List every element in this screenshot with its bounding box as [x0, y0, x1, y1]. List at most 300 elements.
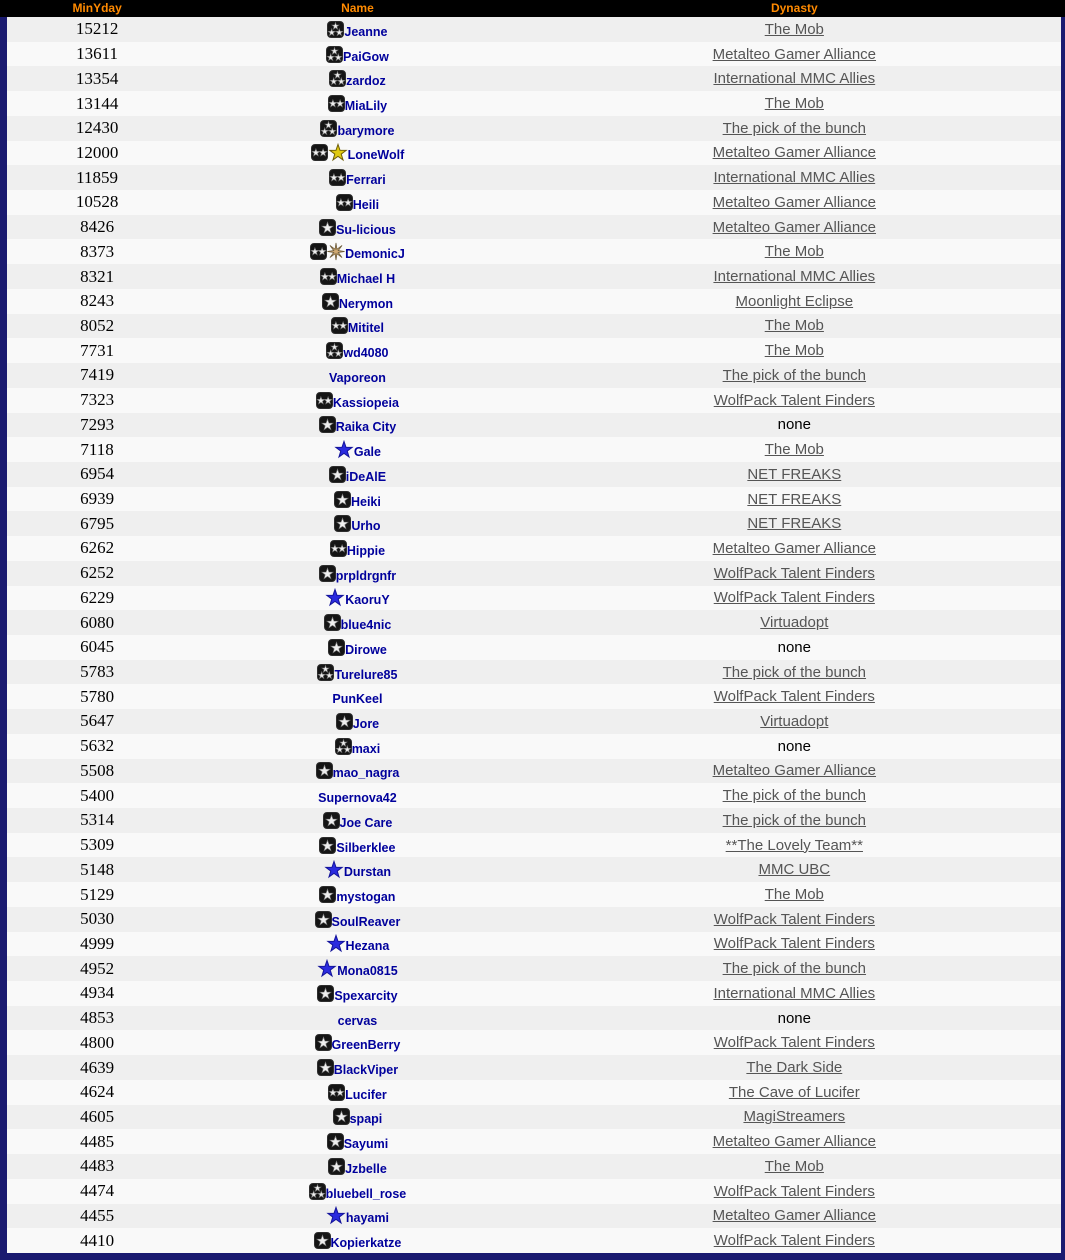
player-icon-slot [316, 762, 333, 779]
name-cell [187, 388, 527, 413]
minyday-cell: 5030 [80, 909, 115, 929]
table-row [7, 363, 1061, 388]
player-name-link[interactable]: Ferrari [346, 173, 386, 188]
name-cell [187, 1006, 527, 1031]
player-icon-slot [327, 1133, 344, 1150]
dynasty-link[interactable]: NET FREAKS [747, 465, 842, 483]
name-cell [187, 684, 527, 709]
player-name-link[interactable]: GreenBerry [331, 1038, 401, 1053]
table-row [7, 239, 1061, 264]
dynasty-link[interactable]: The Mob [764, 886, 824, 904]
player-name-link[interactable]: blue4nic [340, 618, 392, 633]
player-icon-slot [334, 491, 351, 508]
player-name-link[interactable]: PaiGow [343, 49, 389, 64]
dynasty-link[interactable]: International MMC Allies [713, 984, 876, 1002]
badge-1-star-icon [323, 812, 340, 829]
player-icon-slot [317, 959, 337, 978]
dynasty-cell [528, 660, 1061, 685]
badge-1-star-icon [317, 1059, 334, 1076]
column-header-minyday: MinYday [72, 1, 122, 15]
dynasty-none-label: none [777, 1009, 811, 1027]
dynasty-cell [528, 635, 1061, 660]
player-name-link[interactable]: prpldrgnfr [335, 568, 397, 583]
dynasty-link[interactable]: The pick of the bunch [722, 811, 867, 829]
badge-1-star-icon [324, 614, 341, 631]
player-name-link[interactable]: wd4080 [343, 346, 389, 361]
player-name-link[interactable]: Durstan [343, 865, 392, 880]
dynasty-cell [528, 388, 1061, 413]
table-row [7, 1154, 1061, 1179]
minyday-cell: 6954 [80, 464, 115, 484]
table-row [7, 1204, 1061, 1229]
table-row [7, 165, 1061, 190]
minyday-cell: 4474 [80, 1181, 115, 1201]
table-row [7, 857, 1061, 882]
dynasty-link[interactable]: Metalteo Gamer Alliance [712, 45, 877, 63]
minyday-cell: 5309 [80, 835, 115, 855]
player-name-link[interactable]: Nerymon [338, 296, 394, 311]
minyday-cell: 6252 [80, 563, 115, 583]
player-name-link[interactable]: Spexarcity [334, 988, 398, 1003]
table-row [7, 610, 1061, 635]
minyday-cell: 6795 [80, 513, 115, 533]
player-icon-slot [316, 392, 333, 409]
dynasty-cell [528, 882, 1061, 907]
blue-star-icon [317, 959, 337, 978]
table-row [7, 487, 1061, 512]
name-cell [187, 462, 527, 487]
player-name-link[interactable]: Kassiopeia [332, 395, 399, 410]
table-row [7, 981, 1061, 1006]
table-row [7, 66, 1061, 91]
dynasty-cell [528, 264, 1061, 289]
table-row [7, 289, 1061, 314]
name-cell [187, 1030, 527, 1055]
player-name-link[interactable]: Urho [351, 519, 381, 534]
table-row [7, 1080, 1061, 1105]
minyday-cell: 5632 [80, 736, 115, 756]
minyday-cell: 5647 [80, 711, 115, 731]
dynasty-link[interactable]: WolfPack Talent Finders [713, 564, 875, 582]
dynasty-link[interactable]: The pick of the bunch [722, 119, 867, 137]
dynasty-cell [528, 1080, 1061, 1105]
name-cell [187, 808, 527, 833]
name-cell [187, 165, 527, 190]
dynasty-cell [528, 141, 1061, 166]
dynasty-none-label: none [777, 638, 811, 656]
dynasty-cell [528, 1105, 1061, 1130]
dynasty-link[interactable]: The Mob [764, 243, 824, 261]
badge-2-stars-icon [328, 95, 345, 112]
player-name-link[interactable]: spapi [349, 1112, 383, 1127]
dynasty-cell [528, 956, 1061, 981]
dynasty-link[interactable]: NET FREAKS [747, 515, 842, 533]
dynasty-link[interactable]: NET FREAKS [747, 490, 842, 508]
player-name-link[interactable]: LoneWolf [347, 148, 405, 163]
dynasty-cell [528, 215, 1061, 240]
table-row [7, 635, 1061, 660]
minyday-cell: 4624 [80, 1082, 115, 1102]
minyday-cell: 15212 [75, 19, 119, 39]
player-icon-slot [325, 588, 345, 607]
minyday-cell: 4485 [80, 1131, 115, 1151]
name-cell [187, 116, 527, 141]
table-row [7, 907, 1061, 932]
table-row [7, 1055, 1061, 1080]
dynasty-link[interactable]: Metalteo Gamer Alliance [712, 539, 877, 557]
dynasty-link[interactable]: The Mob [764, 20, 824, 38]
dynasty-link[interactable]: The pick of the bunch [722, 366, 867, 384]
minyday-cell: 13354 [75, 68, 119, 88]
player-name-link[interactable]: Gale [353, 445, 381, 460]
dynasty-cell [528, 437, 1061, 462]
badge-1-star-icon [322, 293, 339, 310]
table-row [7, 338, 1061, 363]
minyday-cell: 7323 [80, 390, 115, 410]
dynasty-link[interactable]: Metalteo Gamer Alliance [712, 1207, 877, 1225]
dynasty-cell [528, 981, 1061, 1006]
dynasty-link[interactable]: Metalteo Gamer Alliance [712, 193, 877, 211]
player-name-link[interactable]: iDeAlE [345, 469, 387, 484]
dynasty-link[interactable]: The pick of the bunch [722, 663, 867, 681]
badge-1-star-icon [328, 1158, 345, 1175]
player-name-link[interactable]: Supernova42 [318, 791, 397, 806]
dynasty-link[interactable]: The Mob [764, 317, 824, 335]
minyday-cell: 6045 [80, 637, 115, 657]
minyday-cell: 4934 [80, 983, 115, 1003]
dynasty-link[interactable]: WolfPack Talent Finders [713, 589, 875, 607]
dynasty-cell [528, 759, 1061, 784]
name-cell [187, 1179, 527, 1204]
dynasty-cell [528, 511, 1061, 536]
badge-1-star-icon [314, 1232, 331, 1249]
table-row [7, 586, 1061, 611]
dynasty-cell [528, 783, 1061, 808]
name-cell [187, 635, 527, 660]
minyday-cell: 4410 [80, 1230, 115, 1250]
badge-2-stars-icon [320, 268, 337, 285]
player-name-link[interactable]: Silberklee [336, 840, 396, 855]
dynasty-link[interactable]: Metalteo Gamer Alliance [712, 1133, 877, 1151]
minyday-cell: 8426 [80, 217, 115, 237]
badge-2-stars-icon [311, 144, 328, 161]
dynasty-link[interactable]: WolfPack Talent Finders [713, 1182, 875, 1200]
minyday-cell: 8373 [80, 241, 115, 261]
player-name-link[interactable]: Vaporeon [328, 370, 386, 385]
table-row [7, 42, 1061, 67]
dynasty-cell [528, 1055, 1061, 1080]
player-icon-slot [319, 837, 336, 854]
badge-1-star-icon [316, 762, 333, 779]
table-row [7, 437, 1061, 462]
dynasty-link[interactable]: WolfPack Talent Finders [713, 1232, 875, 1250]
player-name-link[interactable]: SoulReaver [331, 914, 401, 929]
table-row [7, 17, 1061, 42]
player-name-link[interactable]: Mona0815 [337, 964, 398, 979]
player-name-link[interactable]: Raika City [335, 420, 397, 435]
player-name-link[interactable]: Su-licious [336, 222, 396, 237]
name-cell [187, 1055, 527, 1080]
dynasty-cell [528, 116, 1061, 141]
player-icon-slot [319, 565, 336, 582]
dynasty-link[interactable]: The pick of the bunch [722, 960, 867, 978]
table-row [7, 1228, 1061, 1253]
player-name-link[interactable]: Joe Care [339, 815, 393, 830]
player-name-link[interactable]: Lucifer [345, 1087, 387, 1102]
player-name-link[interactable]: Jeanne [344, 24, 388, 39]
minyday-cell: 12000 [75, 142, 119, 162]
player-icon-slot [317, 664, 334, 681]
dynasty-cell [528, 17, 1061, 42]
dynasty-cell [528, 1204, 1061, 1229]
dynasty-cell [528, 709, 1061, 734]
player-icon-slot [336, 713, 353, 730]
dynasty-link[interactable]: Moonlight Eclipse [735, 292, 854, 310]
dynasty-cell [528, 1006, 1061, 1031]
dynasty-link[interactable]: MMC UBC [758, 861, 831, 879]
name-cell [187, 66, 527, 91]
table-row [7, 1105, 1061, 1130]
name-cell [187, 1154, 527, 1179]
dynasty-link[interactable]: WolfPack Talent Finders [713, 391, 875, 409]
dynasty-cell [528, 165, 1061, 190]
dynasty-cell [528, 1154, 1061, 1179]
table-row [7, 1030, 1061, 1055]
name-cell [187, 981, 527, 1006]
badge-3-stars-icon [335, 738, 352, 755]
dynasty-link[interactable]: The Mob [764, 441, 824, 459]
name-cell [187, 487, 527, 512]
dynasty-cell [528, 91, 1061, 116]
player-icon-slot [329, 466, 346, 483]
dynasty-link[interactable]: International MMC Allies [713, 169, 876, 187]
player-icon-slot [319, 886, 336, 903]
player-name-link[interactable]: Turelure85 [334, 667, 398, 682]
table-row [7, 314, 1061, 339]
badge-1-star-icon [319, 565, 336, 582]
dynasty-cell [528, 1179, 1061, 1204]
minyday-cell: 4483 [80, 1156, 115, 1176]
player-icon-slot [330, 540, 347, 557]
player-name-link[interactable]: zardoz [346, 74, 386, 89]
player-icon-slot [317, 985, 334, 1002]
table-row [7, 190, 1061, 215]
table-row [7, 759, 1061, 784]
name-cell [187, 932, 527, 957]
name-cell [187, 956, 527, 981]
minyday-cell: 7419 [80, 365, 115, 385]
badge-1-star-icon [334, 491, 351, 508]
player-icon-slot [319, 219, 336, 236]
player-name-link[interactable]: Jzbelle [345, 1161, 387, 1176]
minyday-cell: 13144 [75, 93, 119, 113]
name-cell [187, 437, 527, 462]
player-icon-slot [311, 143, 348, 162]
table-row [7, 536, 1061, 561]
minyday-cell: 5148 [80, 859, 115, 879]
badge-2-stars-icon [336, 194, 353, 211]
name-cell [187, 511, 527, 536]
minyday-cell: 5314 [80, 810, 115, 830]
minyday-cell: 7293 [80, 414, 115, 434]
badge-3-stars-icon [326, 342, 343, 359]
player-icon-slot [326, 342, 343, 359]
player-name-link[interactable]: cervas [337, 1013, 378, 1028]
player-name-link[interactable]: DemonicJ [345, 247, 405, 262]
player-name-link[interactable]: hayami [345, 1211, 389, 1226]
dynasty-link[interactable]: Metalteo Gamer Alliance [712, 218, 877, 236]
player-table-body [7, 17, 1061, 1253]
badge-3-stars-icon [326, 46, 343, 63]
player-name-link[interactable]: maxi [351, 741, 381, 756]
dynasty-link[interactable]: **The Lovely Team** [725, 836, 863, 854]
player-icon-slot [328, 95, 345, 112]
player-name-link[interactable]: KaoruY [345, 593, 390, 608]
minyday-cell: 7731 [80, 340, 115, 360]
player-name-link[interactable]: PunKeel [332, 692, 383, 707]
minyday-cell: 4800 [80, 1032, 115, 1052]
player-icon-slot [336, 194, 353, 211]
badge-1-star-icon [319, 219, 336, 236]
blue-star-icon [324, 860, 344, 879]
dynasty-cell [528, 536, 1061, 561]
minyday-cell: 4455 [80, 1205, 115, 1225]
player-icon-slot [329, 70, 346, 87]
badge-2-stars-icon [331, 317, 348, 334]
table-row [7, 1129, 1061, 1154]
player-name-link[interactable]: mao_nagra [332, 766, 400, 781]
dynasty-link[interactable]: Virtuadopt [760, 712, 829, 730]
dynasty-link[interactable]: WolfPack Talent Finders [713, 1034, 875, 1052]
dynasty-link[interactable]: WolfPack Talent Finders [713, 935, 875, 953]
minyday-cell: 5129 [80, 884, 115, 904]
player-name-link[interactable]: Kopierkatze [330, 1236, 402, 1251]
player-icon-slot [324, 614, 341, 631]
dynasty-cell [528, 363, 1061, 388]
dynasty-cell [528, 1129, 1061, 1154]
badge-3-stars-icon [327, 21, 344, 38]
badge-3-stars-icon [329, 70, 346, 87]
table-row [7, 734, 1061, 759]
table-row [7, 462, 1061, 487]
column-header-name: Name [341, 1, 374, 15]
dynasty-link[interactable]: The Dark Side [746, 1059, 843, 1077]
player-name-link[interactable]: Sayumi [343, 1137, 389, 1152]
badge-3-stars-icon [317, 664, 334, 681]
player-icon-slot [329, 169, 346, 186]
dynasty-cell [528, 1030, 1061, 1055]
dynasty-cell [528, 314, 1061, 339]
table-row [7, 709, 1061, 734]
name-cell [187, 413, 527, 438]
name-cell [187, 314, 527, 339]
player-name-link[interactable]: MiaLily [344, 99, 388, 114]
dynasty-link[interactable]: The Mob [764, 95, 824, 113]
dynasty-link[interactable]: International MMC Allies [713, 70, 876, 88]
player-name-link[interactable]: Mititel [347, 321, 384, 336]
player-name-link[interactable]: barymore [337, 123, 395, 138]
badge-1-star-icon [319, 837, 336, 854]
dynasty-link[interactable]: The Mob [764, 1157, 824, 1175]
player-name-link[interactable]: bluebell_rose [325, 1186, 407, 1201]
dynasty-link[interactable]: Virtuadopt [760, 614, 829, 632]
name-cell [187, 338, 527, 363]
player-name-link[interactable]: Michael H [336, 272, 396, 287]
name-cell [187, 1129, 527, 1154]
dynasty-cell [528, 857, 1061, 882]
minyday-cell: 4952 [80, 958, 115, 978]
dynasty-link[interactable]: WolfPack Talent Finders [713, 910, 875, 928]
player-name-link[interactable]: Hippie [346, 543, 386, 558]
blue-star-icon [325, 588, 345, 607]
minyday-cell: 5780 [80, 686, 115, 706]
player-name-link[interactable]: Heiki [350, 494, 381, 509]
dynasty-link[interactable]: WolfPack Talent Finders [713, 688, 875, 706]
name-cell [187, 17, 527, 42]
dynasty-cell [528, 42, 1061, 67]
name-cell [187, 833, 527, 858]
dynasty-cell [528, 1228, 1061, 1253]
badge-1-star-icon [315, 1034, 332, 1051]
dynasty-link[interactable]: International MMC Allies [713, 268, 876, 286]
table-row [7, 684, 1061, 709]
name-cell [187, 215, 527, 240]
table-row [7, 511, 1061, 536]
table-row [7, 141, 1061, 166]
dynasty-cell [528, 239, 1061, 264]
dynasty-link[interactable]: MagiStreamers [743, 1108, 846, 1126]
name-cell [187, 141, 527, 166]
player-icon-slot [320, 268, 337, 285]
player-icon-slot [309, 1183, 326, 1200]
dynasty-cell [528, 487, 1061, 512]
blue-star-icon [326, 1206, 346, 1225]
player-icon-slot [328, 639, 345, 656]
player-name-link[interactable]: BlackViper [333, 1063, 399, 1078]
player-name-link[interactable]: Heili [352, 197, 380, 212]
table-row [7, 882, 1061, 907]
name-cell [187, 239, 527, 264]
player-icon-slot [324, 860, 344, 879]
dynasty-cell [528, 413, 1061, 438]
player-icon-slot [315, 1034, 332, 1051]
player-name-link[interactable]: Hezana [345, 939, 390, 954]
dynasty-link[interactable]: The pick of the bunch [722, 787, 867, 805]
player-name-link[interactable]: mystogan [336, 890, 396, 905]
player-icon-slot [333, 1108, 350, 1125]
table-row [7, 833, 1061, 858]
dynasty-link[interactable]: Metalteo Gamer Alliance [712, 762, 877, 780]
dynasty-link[interactable]: Metalteo Gamer Alliance [712, 144, 877, 162]
name-cell [187, 660, 527, 685]
name-cell [187, 586, 527, 611]
dynasty-none-label: none [777, 416, 811, 434]
table-row [7, 561, 1061, 586]
dynasty-cell [528, 66, 1061, 91]
dynasty-link[interactable]: The Mob [764, 342, 824, 360]
player-name-link[interactable]: Dirowe [345, 642, 387, 657]
player-icon-slot [314, 1232, 331, 1249]
badge-2-stars-icon [310, 243, 327, 260]
table-row [7, 783, 1061, 808]
dynasty-none-label: none [777, 737, 811, 755]
badge-3-stars-icon [309, 1183, 326, 1200]
player-name-link[interactable]: Jore [352, 716, 380, 731]
player-icon-slot [323, 812, 340, 829]
dynasty-link[interactable]: The Cave of Lucifer [728, 1083, 860, 1101]
dynasty-cell [528, 734, 1061, 759]
minyday-cell: 7118 [80, 439, 114, 459]
